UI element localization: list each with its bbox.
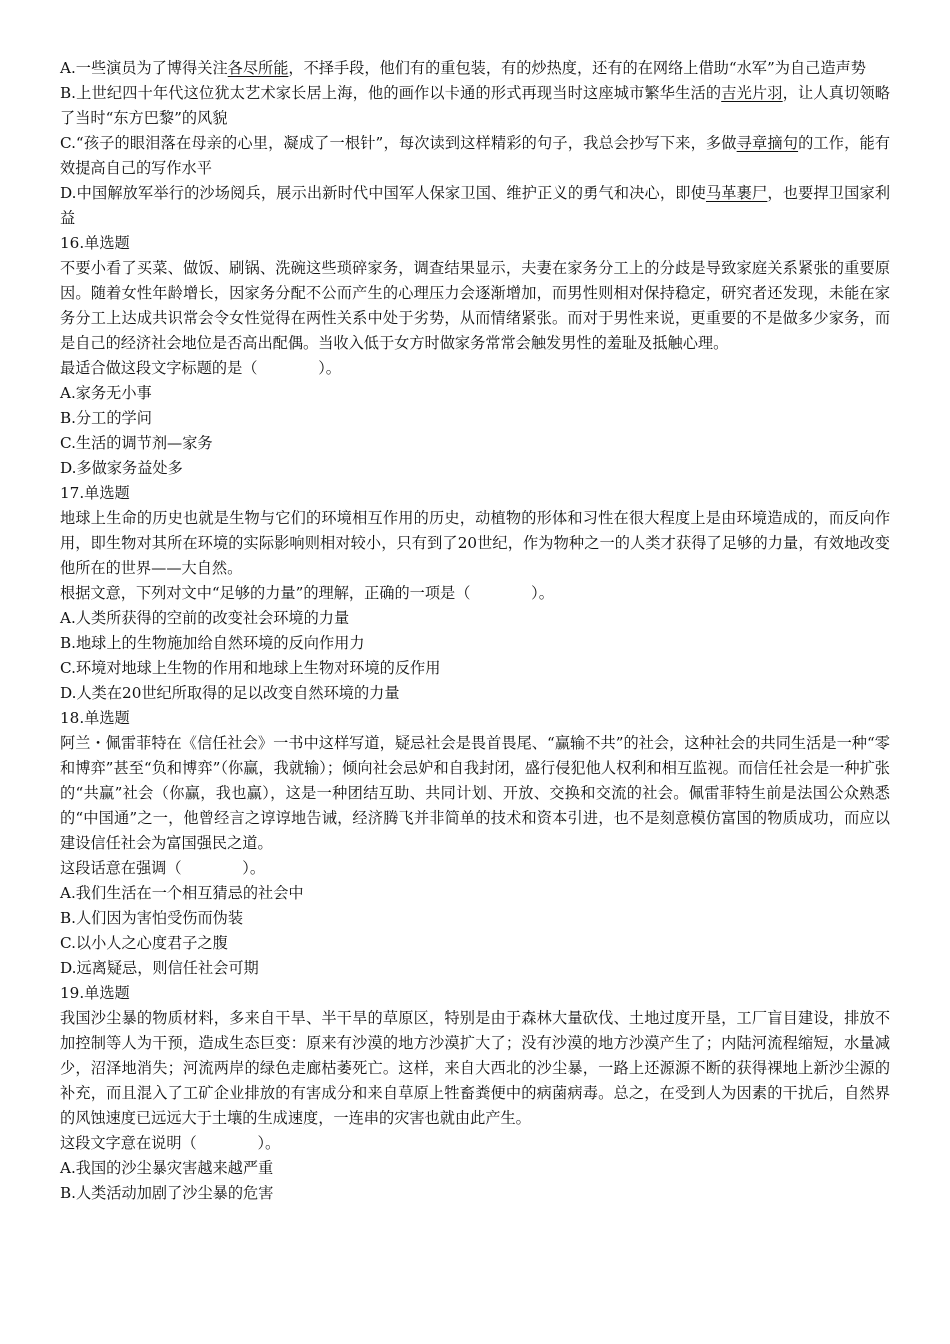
underlined-idiom: 寻章摘句: [736, 134, 799, 152]
passage: 不要小看了买菜、做饭、刷锅、洗碗这些琐碎家务，调查结果显示，夫妻在家务分工上的分歧是导致家庭关系紧张的重要原因。随着女性年龄增长，因家务分配不公而产生的心理压力会逐渐增加，而男性则相对保持稳定，研究者还发现，未能在家务分工上达成共识常会令女性觉得在两性关系中处于劣势，从而情绪紧张。而对于男性来说，更重要的不是做多少家务，而是自己的经济社会地位是否高出配偶。当收入低于女方时做家务常常会触发男性的羞耻及抵触心理。: [60, 259, 890, 352]
exam-page: [60, 56, 890, 1206]
option: D.多做家务益处多: [60, 459, 183, 477]
option: C.以小人之心度君子之腹: [60, 934, 228, 952]
option: C.生活的调节剂—家务: [60, 434, 213, 452]
option: A.一些演员为了博得关注各尽所能，不择手段，他们有的重包装，有的炒热度，还有的在网络上借助“水军”为自己造声势: [60, 59, 866, 77]
passage: 阿兰・佩雷菲特在《信任社会》一书中这样写道，疑忌社会是畏首畏尾、“赢输不共”的社会，这种社会的共同生活是一种“零和博弈”甚至“负和博弈”（你赢，我就输）；倾向社会忌妒和自我封闭，盛行侵犯他人权利和相互监视。而信任社会是一种扩张的“共赢”社会（你赢，我也赢），这是一种团结互助、共同计划、开放、交换和交流的社会。佩雷菲特生前是法国公众熟悉的“中国通”之一，他曾经言之谆谆地告诫，经济腾飞并非简单的技术和资本引进，也不是刻意模仿富国的物质成功，而应以建设信任社会为富国强民之道。: [60, 734, 890, 852]
question-stem: 这段文字意在说明（ ）。: [60, 1134, 281, 1152]
question-17: [60, 481, 890, 706]
question-header: 16.单选题: [60, 234, 130, 252]
underlined-idiom: 马革裹尸: [705, 184, 768, 202]
option: A.人类所获得的空前的改变社会环境的力量: [60, 609, 350, 627]
option: D.远离疑忌，则信任社会可期: [60, 959, 259, 977]
option: A.我国的沙尘暴灾害越来越严重: [60, 1159, 274, 1177]
option: B.人类活动加剧了沙尘暴的危害: [60, 1184, 274, 1202]
question-19: [60, 981, 890, 1206]
passage: 我国沙尘暴的物质材料，多来自干旱、半干旱的草原区，特别是由于森林大量砍伐、土地过度开垦，工厂盲目建设，排放不加控制等人为干预，造成生态巨变：原来有沙漠的地方沙漠扩大了；没有沙漠的地方沙漠产生了；内陆河流程缩短，水量减少，沼泽地消失；河流两岸的绿色走廊枯萎死亡。这样，来自大西北的沙尘暴，一路上还源源不断的获得裸地上新沙尘源的补充，而且混入了工矿企业排放的有害成分和来自草原上牲畜粪便中的病菌病毒。总之，在受到人为因素的干扰后，自然界的风蚀速度已远远大于土壤的生成速度，一连串的灾害也就由此产生。: [60, 1009, 890, 1127]
option: A.家务无小事: [60, 384, 152, 402]
option: B.地球上的生物施加给自然环境的反向作用力: [60, 634, 365, 652]
option: B.分工的学问: [60, 409, 152, 427]
underlined-idiom: 吉光片羽: [721, 84, 783, 102]
option: B.上世纪四十年代这位犹太艺术家长居上海，他的画作以卡通的形式再现当时这座城市繁华生活的吉光片羽，让人真切领略了当时“东方巴黎”的风貌: [60, 84, 890, 127]
option: A.我们生活在一个相互猜忌的社会中: [60, 884, 304, 902]
passage: 地球上生命的历史也就是生物与它们的环境相互作用的历史，动植物的形体和习性在很大程度上是由环境造成的，而反向作用，即生物对其所在环境的实际影响则相对较小，只有到了20世纪，作为物种之一的人类才获得了足够的力量，有效地改变他所在的世界——大自然。: [60, 509, 890, 577]
question-stem: 根据文意，下列对文中“足够的力量”的理解，正确的一项是（ ）。: [60, 584, 554, 602]
question-header: 18.单选题: [60, 709, 130, 727]
option: C.“孩子的眼泪落在母亲的心里，凝成了一根针”，每次读到这样精彩的句子，我总会抄写下来，多做寻章摘句的工作，能有效提高自己的写作水平: [60, 134, 891, 177]
question-stem: 这段话意在强调（ ）。: [60, 859, 266, 877]
question-header: 19.单选题: [60, 984, 130, 1002]
question-header: 17.单选题: [60, 484, 130, 502]
option: D.人类在20世纪所取得的足以改变自然环境的力量: [60, 684, 400, 702]
q15-options: [60, 56, 890, 231]
question-stem: 最适合做这段文字标题的是（ ）。: [60, 359, 341, 377]
question-18: [60, 706, 890, 981]
option: C.环境对地球上生物的作用和地球上生物对环境的反作用: [60, 659, 441, 677]
question-16: [60, 231, 890, 481]
option: B.人们因为害怕受伤而伪装: [60, 909, 244, 927]
underlined-idiom: 各尽所能: [227, 59, 289, 77]
option: D.中国解放军举行的沙场阅兵，展示出新时代中国军人保家卫国、维护正义的勇气和决心，即使马革裹尸，也要捍卫国家利益: [60, 184, 891, 227]
